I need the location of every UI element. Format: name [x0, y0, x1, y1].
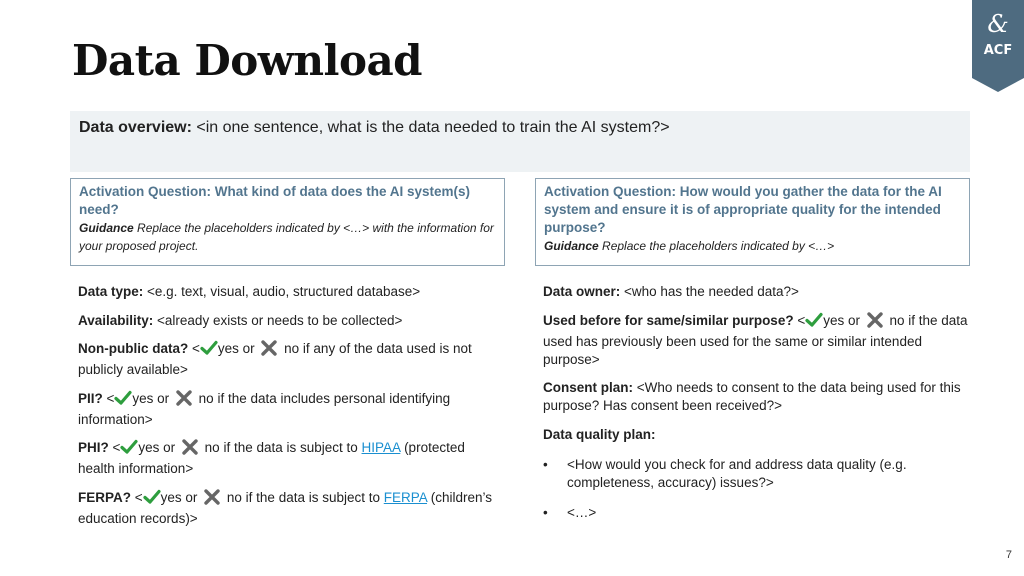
check-icon[interactable] [200, 340, 218, 361]
guidance-right: Guidance Replace the placeholders indicated by <…> [544, 239, 835, 253]
right-column [543, 283, 968, 532]
check-icon[interactable] [114, 390, 132, 411]
badge-symbol: & [987, 10, 1009, 38]
data-type-item: Data type: <e.g. text, visual, audio, structured database> [78, 284, 421, 299]
list-item: • <How would you check for and address data quality (e.g. completeness, accuracy) issues?> [543, 456, 968, 492]
overview-label: Data overview: [79, 119, 192, 136]
cross-icon[interactable] [864, 312, 886, 333]
hipaa-link[interactable]: HIPAA [361, 440, 401, 455]
data-quality-plan-item: Data quality plan: • <How would you check for and address data quality (e.g. completeness, accuracy) issues?> • <…> [543, 426, 968, 522]
quality-bullet-2[interactable]: <…> [567, 504, 597, 520]
data-owner-value[interactable]: <who has the needed data?> [620, 284, 799, 299]
acf-logo-badge [972, 0, 1024, 92]
guidance-left: Guidance Replace the placeholders indicated by <…> with the information for your proposed project. [79, 221, 494, 253]
consent-plan-item: Consent plan: <Who needs to consent to the data being used for this purpose? Has consent been received?> [543, 380, 961, 413]
activation-question-right: Activation Question: How would you gather the data for the AI system and ensure it is of appropriate quality for the intended purpose? [544, 184, 942, 235]
consent-plan-value[interactable]: <Who needs to consent to the data being used for this purpose? Has consent been received?> [543, 380, 961, 413]
page-number: 7 [1005, 549, 1012, 561]
activation-question-box-left [70, 178, 505, 266]
activation-question-box-right [535, 178, 970, 266]
check-icon[interactable] [143, 489, 161, 510]
badge-label: ACF [983, 43, 1013, 58]
activation-question-left: Activation Question: What kind of data does the AI system(s) need? [79, 184, 471, 217]
availability-value[interactable]: <already exists or needs to be collected> [153, 312, 403, 328]
nonpublic-item: Non-public data? < yes or no if any of the data used is not publicly available> [78, 341, 472, 377]
check-icon[interactable] [120, 439, 138, 460]
pii-item: PII? < yes or no if the data includes personal identifying information> [78, 390, 451, 427]
data-type-value[interactable]: <e.g. text, visual, audio, structured database> [143, 284, 421, 299]
used-before-item: Used before for same/similar purpose? < yes or no if the data used has previously been used for the same or similar intended purpose> [543, 312, 968, 367]
list-item: • <…> [543, 504, 597, 520]
cross-icon[interactable] [179, 439, 201, 460]
availability-item: Availability: <already exists or needs to be collected> [78, 312, 403, 328]
quality-bullet-1[interactable]: <How would you check for and address data quality (e.g. completeness, accuracy) issues?> [567, 456, 907, 490]
overview-text[interactable]: <in one sentence, what is the data needed to train the AI system?> [191, 119, 670, 136]
phi-item: PHI? < yes or no if the data is subject to HIPAA (protected health information> [78, 440, 465, 476]
cross-icon[interactable] [173, 390, 195, 411]
cross-icon[interactable] [201, 489, 223, 510]
data-owner-item: Data owner: <who has the needed data?> [543, 284, 799, 299]
check-icon[interactable] [805, 312, 823, 333]
data-overview-box [70, 111, 970, 172]
left-column [78, 283, 498, 538]
cross-icon[interactable] [258, 340, 280, 361]
ferpa-link[interactable]: FERPA [383, 489, 428, 505]
ferpa-item: FERPA? < yes or no if the data is subject to FERPA (children’s education records)> [78, 489, 493, 526]
page-title: Data Download [72, 36, 423, 85]
